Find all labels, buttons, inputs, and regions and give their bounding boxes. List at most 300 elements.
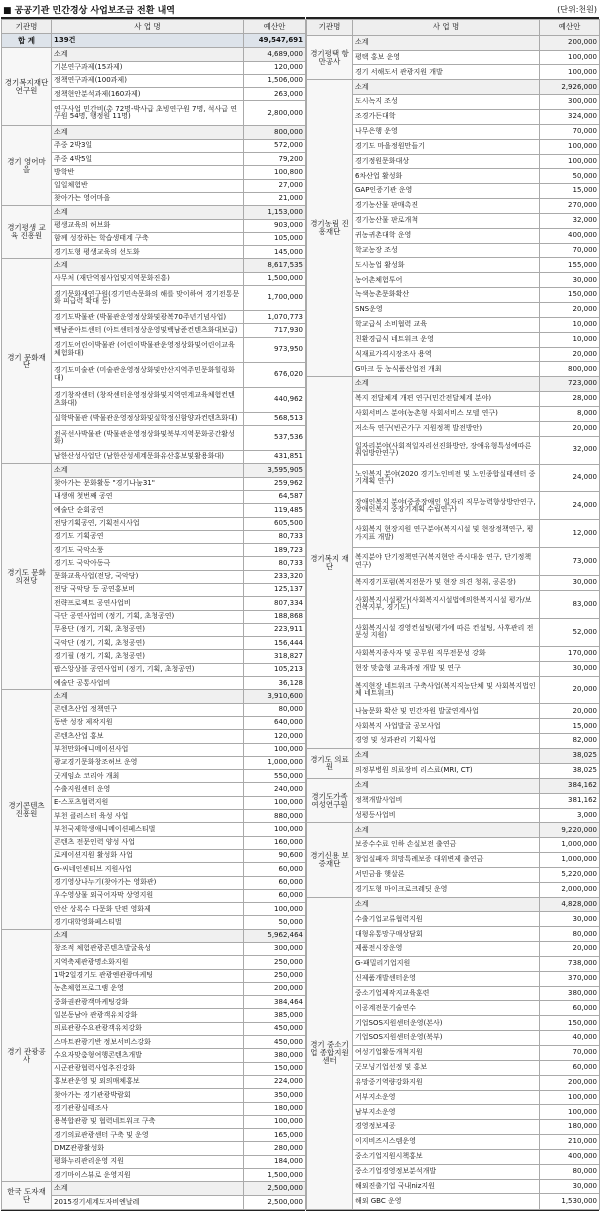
budget-cell: 676,020	[244, 362, 306, 387]
budget-cell: 150,000	[540, 1016, 600, 1031]
project-name-cell: 해외진출기업 국내niz지원	[353, 1179, 540, 1194]
budget-cell: 5,962,464	[244, 929, 306, 942]
org-cell: 경기 영어마을	[2, 126, 52, 206]
table-row	[2, 34, 306, 48]
budget-cell: 160,000	[244, 836, 306, 849]
project-name-cell: 노인복지 분야(2020 경기노인비전 및 노인종합실태센터 중기계획 연구)	[353, 464, 540, 492]
budget-cell: 200,000	[540, 35, 600, 50]
budget-cell: 50,000	[244, 916, 306, 929]
project-name-cell: 사회복지종사자 및 공무원 직무전문성 강화	[353, 646, 540, 661]
table-row	[2, 48, 306, 61]
project-name-cell: 연구사업 민간비(총 72명-박사급 초빙연구원 7명, 석사급 연구원 54명, 행정원 11명)	[52, 101, 244, 126]
budget-cell: 100,000	[244, 743, 306, 756]
budget-cell: 280,000	[244, 1142, 306, 1155]
budget-cell: 259,962	[244, 477, 306, 490]
budget-cell: 32,000	[540, 436, 600, 464]
budget-cell: 20,000	[540, 347, 600, 362]
project-name-cell: 여성기업활동개척지원	[353, 1046, 540, 1061]
org-cell: 경기 중소기업 종합지원 센터	[307, 897, 353, 1209]
budget-cell: 156,444	[244, 637, 306, 650]
budget-cell: 537,536	[244, 426, 306, 451]
budget-cell: 450,000	[244, 1022, 306, 1035]
budget-cell: 80,000	[244, 703, 306, 716]
budget-cell: 263,000	[244, 88, 306, 101]
project-name-cell: 일본동남아 관광객유치강화	[52, 1009, 244, 1022]
budget-cell: 150,000	[540, 288, 600, 303]
budget-cell: 70,000	[540, 243, 600, 258]
budget-cell: 1,700,000	[244, 286, 306, 311]
project-name-cell: 도시녹지 조성	[353, 95, 540, 110]
budget-cell: 738,000	[540, 956, 600, 971]
project-name-cell: 백남준아트센터 (아트센터정상운영및백남준컨텐츠화대보급)	[52, 324, 244, 337]
project-name-cell: 예술단 순회공연	[52, 504, 244, 517]
org-cell: 경기평생 교육 진흥원	[2, 206, 52, 259]
project-name-cell: 극단 공연사업비 (정기, 기획, 초청공연)	[52, 610, 244, 623]
budget-cell: 1,153,000	[244, 206, 306, 219]
project-name-cell: 평생교육의 허브화	[52, 219, 244, 232]
project-name-cell: 예술단 공통사업비	[52, 677, 244, 690]
project-name-cell: 기업SOS지원센터운영(본사)	[353, 1016, 540, 1031]
project-name-cell: 농어촌체험투어	[353, 273, 540, 288]
project-name-cell: 의정부병원 의료장비 리스료(MRI, CT)	[353, 763, 540, 778]
budget-header: 예산안	[540, 20, 600, 36]
table-row	[2, 464, 306, 477]
project-name-cell: 소계	[52, 1182, 244, 1195]
project-name-cell: 경영정보제공	[353, 1120, 540, 1135]
project-name-cell: 나무은행 운영	[353, 124, 540, 139]
budget-cell: 100,000	[244, 796, 306, 809]
project-name-cell: G-패밀리기업지원	[353, 956, 540, 971]
project-name-cell: 서민금융 햇살론	[353, 867, 540, 882]
budget-cell: 27,000	[244, 179, 306, 192]
budget-cell: 73,000	[540, 548, 600, 576]
budget-cell: 38,025	[540, 763, 600, 778]
budget-cell: 150,000	[244, 1062, 306, 1075]
project-name-cell: 서부지소운영	[353, 1090, 540, 1105]
budget-cell: 2,000,000	[540, 882, 600, 897]
org-cell: 경기평택 항만공사	[307, 35, 353, 80]
org-cell: 합 계	[2, 34, 52, 48]
project-name-cell: 방학반	[52, 166, 244, 179]
project-name-cell: 중소기업경영정보분석개발	[353, 1164, 540, 1179]
budget-cell: 21,000	[244, 192, 306, 205]
org-cell: 경기도가족 여성연구원	[307, 778, 353, 823]
budget-cell: 300,000	[244, 943, 306, 956]
project-name-cell: 부천국제학생애니메이션페스티벌	[52, 823, 244, 836]
project-name-cell: 부천만화애니메이션사업	[52, 743, 244, 756]
project-name-cell: 경기도어린이박물관 (어린이박물관운영정상화및어린이교육체험화대)	[52, 337, 244, 362]
budget-header: 예산안	[244, 20, 306, 34]
project-name-cell: 경기관광실태조사	[52, 1102, 244, 1115]
budget-cell: 318,827	[244, 650, 306, 663]
budget-cell: 10,000	[540, 332, 600, 347]
project-name-cell: 사회복지시설 경영컨설팅(평가에 따른 컨설팅, 사후관리 전문성 지원)	[353, 618, 540, 646]
project-name-cell: 시군관광협력사업추진강화	[52, 1062, 244, 1075]
budget-cell: 240,000	[244, 783, 306, 796]
project-name-cell: 주중 2박3일	[52, 139, 244, 152]
budget-cell: 300,000	[540, 95, 600, 110]
project-name-cell: 수출지원센터 운영	[52, 783, 244, 796]
budget-cell: 8,617,535	[244, 259, 306, 272]
project-name-cell: 복지 전달체계 개편 연구(민간전달체계 분야)	[353, 392, 540, 407]
budget-cell: 550,000	[244, 770, 306, 783]
project-name-cell: 찾아가는 경기관광박람회	[52, 1089, 244, 1102]
project-name-cell: 6차산업 활성화	[353, 169, 540, 184]
project-name-cell: 복지경기포럼(복지전문가 및 현장 의견 청취, 공론장)	[353, 576, 540, 591]
project-name-cell: 전곡선사박물관 (박물관운영정상화및북부지역문화공간활성화)	[52, 426, 244, 451]
header-row	[2, 20, 306, 34]
project-name-cell: 경기 서해도서 관광지원 개발	[353, 65, 540, 80]
budget-cell: 30,000	[540, 273, 600, 288]
project-name-cell: 사회복지시설평가(사회복지시설법에의한복지시설 평가/보건복지부, 경기도)	[353, 591, 540, 619]
budget-cell: 717,930	[244, 324, 306, 337]
project-name-cell: 저소득 연구(빈곤가구 지원정책 발전방안)	[353, 421, 540, 436]
project-name-cell: 소계	[52, 690, 244, 703]
budget-cell: 880,000	[244, 810, 306, 823]
budget-cell: 400,000	[540, 228, 600, 243]
unit-label: (단위:천원)	[557, 5, 597, 14]
project-name-cell: GAP인증기관 운영	[353, 184, 540, 199]
budget-cell: 180,000	[540, 1120, 600, 1135]
budget-cell: 100,000	[540, 1105, 600, 1120]
project-name-cell: 평택 홍보 운영	[353, 50, 540, 65]
project-name-cell: 기업SOS지원센터운영(북부)	[353, 1031, 540, 1046]
project-name-cell: 해외 GBC 운영	[353, 1194, 540, 1210]
budget-cell: 40,000	[540, 1031, 600, 1046]
project-name-cell: 경기도형 평생교육의 선도화	[52, 246, 244, 259]
project-name-cell: 경기도미술관 (미술관운영정상화및안산지역주민문화힐링화대)	[52, 362, 244, 387]
table-row	[2, 126, 306, 139]
project-name-cell: 경기필 (정기, 기획, 초청공연)	[52, 650, 244, 663]
project-name-cell: 학교농장 조성	[353, 243, 540, 258]
project-name-cell: 소계	[52, 48, 244, 61]
project-name-cell: 창조적 체험관광콘텐츠발굴육성	[52, 943, 244, 956]
project-name-cell: 조경가든대학	[353, 110, 540, 125]
budget-table	[1, 19, 306, 1210]
budget-table	[306, 19, 600, 1210]
project-name-cell: 국악단 (정기, 기획, 초청공연)	[52, 637, 244, 650]
project-name-cell: 창업실패자 희망특례보증 대위변제 출연금	[353, 853, 540, 868]
budget-cell: 1,500,000	[244, 1169, 306, 1182]
budget-cell: 24,000	[540, 492, 600, 520]
project-name-cell: 수출기업교류협력지원	[353, 912, 540, 927]
budget-cell: 80,000	[540, 927, 600, 942]
project-name-cell: 대형유통망구매상담회	[353, 927, 540, 942]
org-cell: 경기콘텐츠 진흥원	[2, 690, 52, 929]
project-name-cell: DMZ관광활성화	[52, 1142, 244, 1155]
org-cell: 경기복지재단연구원	[2, 48, 52, 126]
budget-cell: 79,200	[244, 153, 306, 166]
org-cell: 경기복지 재단	[307, 377, 353, 749]
project-name-cell: 팝스앙상블 공연사업비 (정기, 기획, 초청공연)	[52, 663, 244, 676]
budget-cell: 49,547,691	[244, 34, 306, 48]
budget-cell: 60,000	[244, 863, 306, 876]
project-name-cell: 경기정원문화대상	[353, 154, 540, 169]
left-table	[1, 17, 305, 1211]
budget-cell: 1,000,000	[540, 853, 600, 868]
project-name-cell: G-씨네인센티브 지원사업	[52, 863, 244, 876]
budget-cell: 370,000	[540, 971, 600, 986]
budget-cell: 1,500,000	[244, 272, 306, 285]
budget-cell: 1,000,000	[244, 756, 306, 769]
table-row	[2, 1182, 306, 1195]
project-name-cell: 2015경기세계도자비엔날레	[52, 1195, 244, 1209]
project-name-cell: 도시농업 활성화	[353, 258, 540, 273]
page-header	[0, 2, 600, 18]
budget-cell: 568,513	[244, 412, 306, 425]
project-name-cell: 소계	[52, 259, 244, 272]
project-name-cell: 남부지소운영	[353, 1105, 540, 1120]
project-name-cell: 중소기업지원시책홍보	[353, 1149, 540, 1164]
budget-cell: 36,128	[244, 677, 306, 690]
table-row	[307, 778, 600, 793]
project-name-cell: 경영 및 성과관리 기획사업	[353, 734, 540, 749]
table-row	[307, 377, 600, 392]
project-name-cell: 경기농산물 판매촉진	[353, 199, 540, 214]
budget-cell: 52,000	[540, 618, 600, 646]
project-name-cell: 찾아가는 문화활동 "경기나눔31"	[52, 477, 244, 490]
project-name-cell: 전당 국악당 등 공연홍보비	[52, 583, 244, 596]
project-name-cell: 안산 상록수 다문화 단편 영화제	[52, 903, 244, 916]
project-name-cell: 귀농귀촌대학 운영	[353, 228, 540, 243]
budget-cell: 20,000	[540, 942, 600, 957]
project-name-cell: 소계	[353, 80, 540, 95]
project-name-cell: 우수영상물 외국어자막 상영지원	[52, 889, 244, 902]
budget-cell: 5,220,000	[540, 867, 600, 882]
project-name-cell: 경기대학영화페스티벌	[52, 916, 244, 929]
budget-cell: 145,000	[244, 246, 306, 259]
budget-cell: 4,828,000	[540, 897, 600, 912]
table-row	[307, 823, 600, 838]
project-name-cell: 경기도 국악소풍	[52, 544, 244, 557]
project-name-cell: 경기도 마을정원만들기	[353, 139, 540, 154]
budget-cell: 385,000	[244, 1009, 306, 1022]
project-name-cell: 콘텐츠산업 홍보	[52, 730, 244, 743]
budget-cell: 350,000	[244, 1089, 306, 1102]
budget-cell: 12,000	[540, 520, 600, 548]
budget-cell: 100,000	[244, 903, 306, 916]
budget-cell: 380,000	[540, 986, 600, 1001]
project-name-cell: 보증수수료 인하 손실보전 출연금	[353, 838, 540, 853]
project-name-cell: 경기도 국악아동극	[52, 557, 244, 570]
project-name-cell: 콘텐츠 전문인력 양성 사업	[52, 836, 244, 849]
budget-cell: 28,000	[540, 392, 600, 407]
budget-cell: 165,000	[244, 1129, 306, 1142]
budget-cell: 20,000	[540, 676, 600, 704]
project-name-cell: 소계	[353, 749, 540, 764]
project-name-cell: 소계	[353, 35, 540, 50]
budget-cell: 38,025	[540, 749, 600, 764]
budget-cell: 64,587	[244, 490, 306, 503]
project-name-cell: 복지분야 단기정책연구(복지현안 즉시대응 연구, 단기정책연구)	[353, 548, 540, 576]
budget-cell: 250,000	[244, 956, 306, 969]
org-header: 기관명	[307, 20, 353, 36]
budget-cell: 30,000	[540, 1179, 600, 1194]
project-name-cell: 학교급식 소비협력 교육	[353, 317, 540, 332]
budget-cell: 60,000	[540, 1001, 600, 1016]
budget-cell: 807,334	[244, 597, 306, 610]
project-name-cell: 경기도 기획공연	[52, 530, 244, 543]
budget-cell: 3,595,905	[244, 464, 306, 477]
budget-cell: 400,000	[540, 1149, 600, 1164]
budget-cell: 80,000	[540, 1164, 600, 1179]
project-name-cell: 소계	[52, 206, 244, 219]
budget-cell: 1,506,000	[244, 74, 306, 87]
budget-cell: 100,800	[244, 166, 306, 179]
project-name-cell: 사무처 (재단역점사업및지역문화진흥)	[52, 272, 244, 285]
project-name-cell: 콘텐츠산업 정책연구	[52, 703, 244, 716]
budget-cell: 1,530,000	[540, 1194, 600, 1210]
project-name-cell: 신제품개발센터운영	[353, 971, 540, 986]
budget-cell: 100,000	[540, 154, 600, 169]
budget-cell: 50,000	[540, 169, 600, 184]
project-name-cell: 식재료가격시장조사 용역	[353, 347, 540, 362]
project-name-cell: 일일체험반	[52, 179, 244, 192]
project-name-cell: 정책현안분석과제(160과제)	[52, 88, 244, 101]
budget-cell: 119,485	[244, 504, 306, 517]
budget-cell: 431,851	[244, 451, 306, 464]
budget-cell: 384,162	[540, 778, 600, 793]
budget-cell: 224,000	[244, 1075, 306, 1088]
budget-cell: 1,070,773	[244, 311, 306, 324]
project-name-cell: 무용단 (정기, 기획, 초청공연)	[52, 623, 244, 636]
project-name-cell: 남한산성사업단 (남한산성세계문화유산홍보및활용화대)	[52, 451, 244, 464]
budget-cell: 20,000	[540, 421, 600, 436]
project-name-cell: 복지현장 네트워크 구축사업(복지직능단체 및 사회복지법인체 네트워크)	[353, 676, 540, 704]
budget-cell: 4,689,000	[244, 48, 306, 61]
budget-cell: 155,000	[540, 258, 600, 273]
budget-cell: 20,000	[540, 302, 600, 317]
budget-cell: 381,162	[540, 793, 600, 808]
budget-cell: 15,000	[540, 719, 600, 734]
project-name-cell: 사회복지 사업발굴 공모사업	[353, 719, 540, 734]
org-cell: 경기도 의료원	[307, 749, 353, 779]
budget-cell: 32,000	[540, 213, 600, 228]
project-name-cell: 일자리분야(사회적일자리선진화방안, 장애유형특성에따른취업방안연구)	[353, 436, 540, 464]
budget-cell: 90,600	[244, 849, 306, 862]
budget-cell: 2,500,000	[244, 1182, 306, 1195]
project-name-cell: 장애인복지 분야(중증장애인 일자리 직무능력향상방안연구, 장애인복지 중장기계획 수립연구)	[353, 492, 540, 520]
project-name-cell: 소계	[353, 897, 540, 912]
budget-cell: 2,500,000	[244, 1195, 306, 1209]
budget-cell: 15,000	[540, 184, 600, 199]
project-name-cell: 이공계전문기술연수	[353, 1001, 540, 1016]
budget-cell: 100,000	[540, 1090, 600, 1105]
project-name-cell: 중소기업제작지교육훈련	[353, 986, 540, 1001]
budget-cell: 189,723	[244, 544, 306, 557]
budget-cell: 250,000	[244, 969, 306, 982]
budget-cell: 440,962	[244, 387, 306, 412]
table-row	[307, 749, 600, 764]
project-name-cell: 경기영상나누기(찾아가는 영화관)	[52, 876, 244, 889]
project-name-cell: 사회서비스 분야(농촌형 사회서비스 모델 연구)	[353, 406, 540, 421]
budget-cell: 3,000	[540, 808, 600, 823]
budget-cell: 210,000	[540, 1135, 600, 1150]
project-name-cell: 정책연구과제(100과제)	[52, 74, 244, 87]
project-name-cell: 스마트관광기반 정보서비스강화	[52, 1036, 244, 1049]
project-name-cell: 홍보관운영 및 외의매체홍보	[52, 1075, 244, 1088]
table-row	[2, 929, 306, 942]
project-name-cell: 사회복지 현장지원 연구분야(복지시설 및 현장정책연구, 평가지표 개발)	[353, 520, 540, 548]
project-name-cell: 나눔문화 확산 및 민간자원 발굴연계사업	[353, 704, 540, 719]
budget-cell: 80,733	[244, 530, 306, 543]
budget-cell: 270,000	[540, 199, 600, 214]
project-name-cell: 의료관광수요관광객유치강화	[52, 1022, 244, 1035]
org-cell: 경기신용 보증재단	[307, 823, 353, 897]
budget-cell: 800,000	[540, 362, 600, 377]
budget-cell: 9,220,000	[540, 823, 600, 838]
budget-cell: 223,911	[244, 623, 306, 636]
budget-cell: 80,733	[244, 557, 306, 570]
project-name-cell: 1박2일경기도 관광엔관광마케팅	[52, 969, 244, 982]
project-name-cell: 소계	[52, 126, 244, 139]
right-table	[306, 17, 599, 1211]
project-name-cell: 로케이션지원 활성화 사업	[52, 849, 244, 862]
project-name-cell: 제품전시장운영	[353, 942, 540, 957]
budget-cell: 30,000	[540, 576, 600, 591]
project-name-cell: 문화교육사업(전당, 국악당)	[52, 570, 244, 583]
project-name-cell: 139건	[52, 34, 244, 48]
budget-cell: 903,000	[244, 219, 306, 232]
budget-cell: 120,000	[244, 730, 306, 743]
budget-cell: 105,213	[244, 663, 306, 676]
budget-cell: 8,000	[540, 406, 600, 421]
budget-cell: 70,000	[540, 124, 600, 139]
budget-cell: 200,000	[540, 1075, 600, 1090]
project-name-cell: 소계	[52, 929, 244, 942]
name-header: 사 업 명	[353, 20, 540, 36]
budget-cell: 723,000	[540, 377, 600, 392]
budget-cell: 120,000	[244, 61, 306, 74]
name-header: 사 업 명	[52, 20, 244, 34]
budget-cell: 105,000	[244, 232, 306, 245]
budget-cell: 100,000	[244, 823, 306, 836]
budget-cell: 1,000,000	[540, 838, 600, 853]
project-name-cell: 부천 클러스터 육성 사업	[52, 810, 244, 823]
project-name-cell: 유망중기역량강화지원	[353, 1075, 540, 1090]
project-name-cell: 소계	[353, 778, 540, 793]
header-row	[307, 20, 600, 36]
budget-cell: 800,000	[244, 126, 306, 139]
budget-cell: 100,000	[540, 50, 600, 65]
project-name-cell: 내생애 첫번째 공연	[52, 490, 244, 503]
project-name-cell: 실학박물관 (박물관운영정상화및실학정신함양과컨텐츠화대)	[52, 412, 244, 425]
budget-cell: 60,000	[540, 1060, 600, 1075]
project-name-cell: 주중 4박5일	[52, 153, 244, 166]
budget-cell: 30,000	[540, 661, 600, 676]
budget-cell: 24,000	[540, 464, 600, 492]
org-cell: 한국 도자재단	[2, 1182, 52, 1210]
table-row	[307, 35, 600, 50]
budget-cell: 70,000	[540, 1046, 600, 1061]
budget-cell: 380,000	[244, 1049, 306, 1062]
budget-cell: 572,000	[244, 139, 306, 152]
project-name-cell: 용복합관광 및 협력네트워크 구축	[52, 1115, 244, 1128]
budget-cell: 60,000	[244, 889, 306, 902]
table-row	[307, 80, 600, 95]
budget-cell: 83,000	[540, 591, 600, 619]
budget-cell: 200,000	[244, 982, 306, 995]
project-name-cell: 지역축제관광명소화지원	[52, 956, 244, 969]
project-name-cell: 친환경급식 네트워크 운영	[353, 332, 540, 347]
table-row	[2, 690, 306, 703]
budget-cell: 100,000	[540, 65, 600, 80]
project-name-cell: 전략프로젝트 공연사업비	[52, 597, 244, 610]
project-name-cell: 정책개발사업비	[353, 793, 540, 808]
budget-cell: 605,500	[244, 517, 306, 530]
org-header: 기관명	[2, 20, 52, 34]
project-name-cell: 전당기획공연, 기획전시사업	[52, 517, 244, 530]
